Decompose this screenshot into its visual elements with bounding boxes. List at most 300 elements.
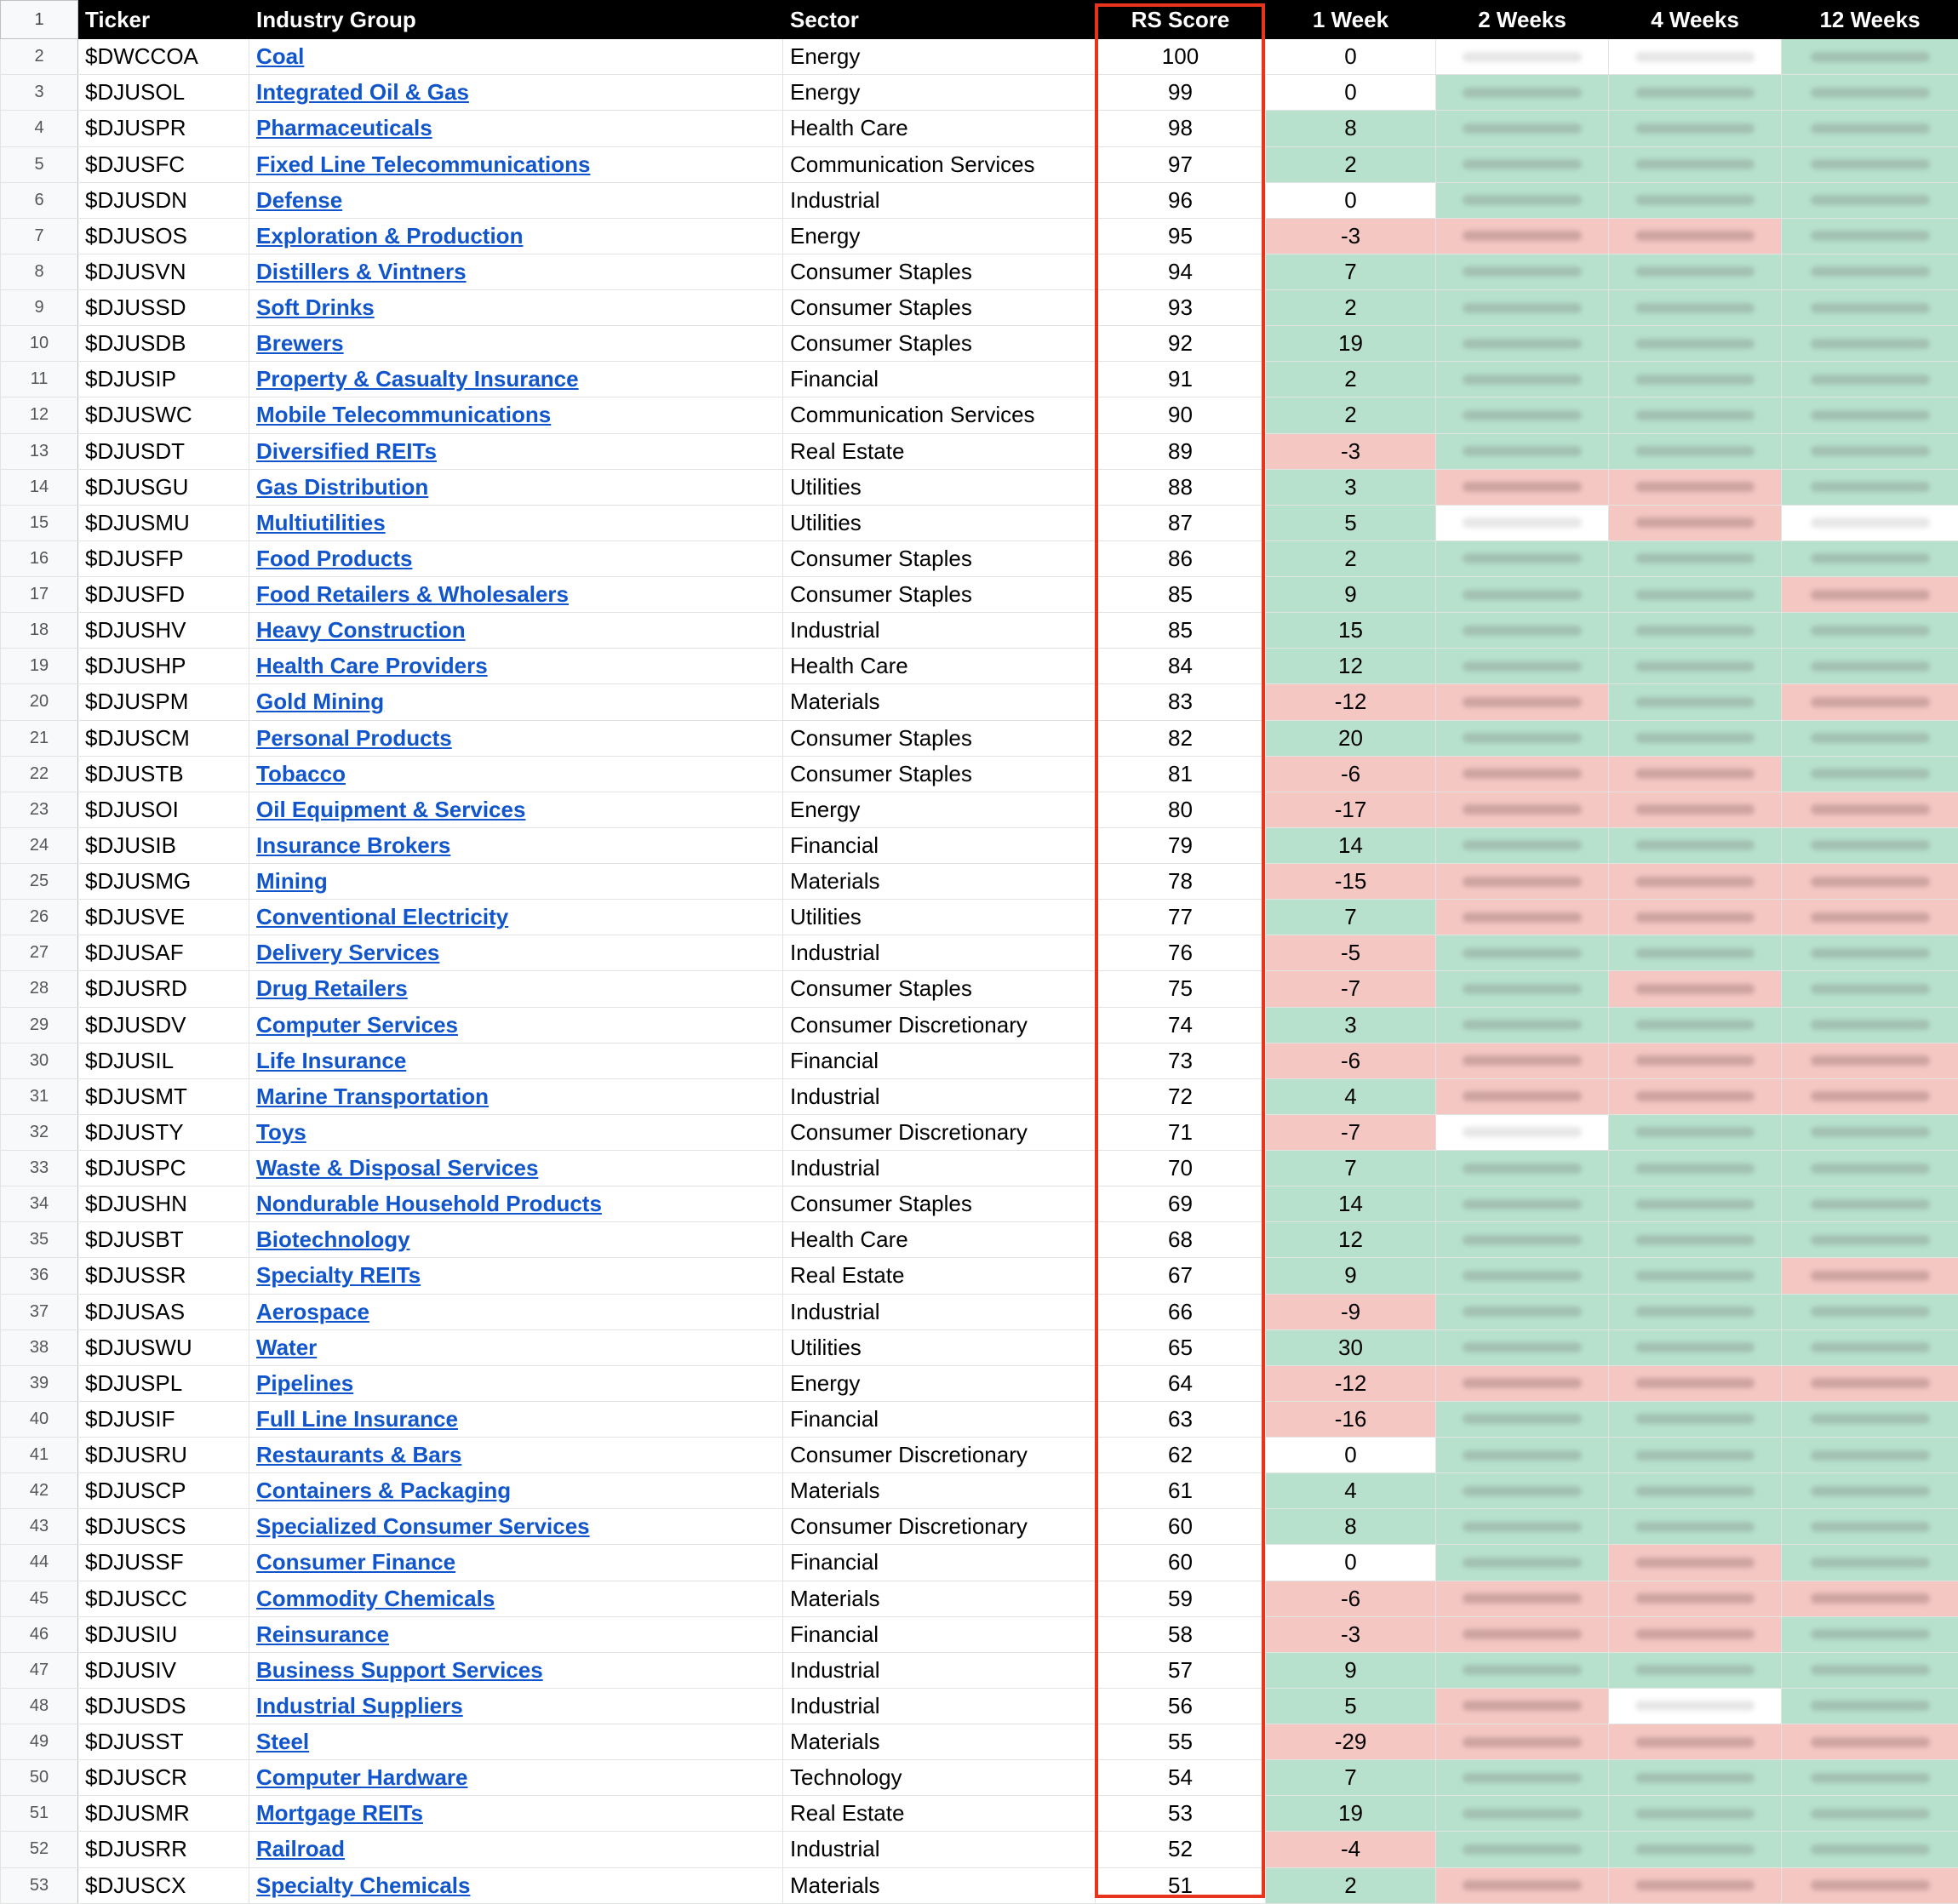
- rs-score-cell[interactable]: 81: [1096, 756, 1266, 792]
- week-1-change-cell[interactable]: 2: [1266, 290, 1436, 326]
- industry-group-link[interactable]: Conventional Electricity: [256, 904, 509, 930]
- industry-group-cell[interactable]: [249, 362, 783, 397]
- rs-score-cell[interactable]: 99: [1096, 75, 1266, 111]
- ticker-cell[interactable]: $DJUSBT: [78, 1222, 249, 1258]
- weeks-2-change-cell-redacted[interactable]: [1436, 1545, 1609, 1581]
- rs-score-cell[interactable]: 59: [1096, 1581, 1266, 1616]
- industry-group-cell[interactable]: [249, 1114, 783, 1150]
- weeks-4-change-cell-redacted[interactable]: [1609, 1186, 1782, 1222]
- industry-group-cell[interactable]: [249, 1007, 783, 1043]
- week-1-change-cell[interactable]: 3: [1266, 1007, 1436, 1043]
- rs-score-cell[interactable]: 54: [1096, 1760, 1266, 1796]
- ticker-cell[interactable]: $DJUSSF: [78, 1545, 249, 1581]
- rs-score-cell[interactable]: 86: [1096, 540, 1266, 576]
- rs-score-cell[interactable]: 72: [1096, 1078, 1266, 1114]
- ticker-cell[interactable]: $DJUSHP: [78, 649, 249, 684]
- row-number[interactable]: 44: [1, 1545, 78, 1581]
- week-1-change-cell[interactable]: 0: [1266, 1438, 1436, 1473]
- ticker-cell[interactable]: $DJUSIB: [78, 827, 249, 863]
- ticker-cell[interactable]: $DJUSCS: [78, 1509, 249, 1545]
- industry-group-cell[interactable]: [249, 1043, 783, 1078]
- weeks-2-change-cell-redacted[interactable]: [1436, 1616, 1609, 1652]
- ticker-cell[interactable]: $DJUSAF: [78, 935, 249, 971]
- weeks-4-change-cell-redacted[interactable]: [1609, 254, 1782, 289]
- weeks-2-change-cell-redacted[interactable]: [1436, 1724, 1609, 1760]
- weeks-12-change-cell-redacted[interactable]: [1782, 1329, 1958, 1365]
- weeks-2-change-cell-redacted[interactable]: [1436, 75, 1609, 111]
- sector-cell[interactable]: Industrial: [783, 1294, 1096, 1329]
- weeks-12-change-cell-redacted[interactable]: [1782, 146, 1958, 182]
- weeks-4-change-cell-redacted[interactable]: [1609, 290, 1782, 326]
- week-1-change-cell[interactable]: 8: [1266, 111, 1436, 146]
- ticker-cell[interactable]: $DJUSCC: [78, 1581, 249, 1616]
- industry-group-link[interactable]: Marine Transportation: [256, 1083, 490, 1109]
- week-1-change-cell[interactable]: -6: [1266, 756, 1436, 792]
- sector-cell[interactable]: Industrial: [783, 1832, 1096, 1867]
- ticker-cell[interactable]: $DJUSSD: [78, 290, 249, 326]
- rs-score-cell[interactable]: 82: [1096, 720, 1266, 756]
- industry-group-link[interactable]: Business Support Services: [256, 1656, 543, 1683]
- industry-group-cell[interactable]: [249, 1796, 783, 1832]
- weeks-12-change-cell-redacted[interactable]: [1782, 577, 1958, 613]
- industry-group-link[interactable]: Biotechnology: [256, 1226, 410, 1253]
- weeks-12-change-cell-redacted[interactable]: [1782, 433, 1958, 469]
- rs-score-cell[interactable]: 87: [1096, 505, 1266, 540]
- weeks-2-change-cell-redacted[interactable]: [1436, 362, 1609, 397]
- industry-group-link[interactable]: Computer Hardware: [256, 1764, 468, 1791]
- industry-group-cell[interactable]: [249, 1151, 783, 1186]
- ticker-cell[interactable]: $DJUSAS: [78, 1294, 249, 1329]
- sector-cell[interactable]: Health Care: [783, 649, 1096, 684]
- column-header-2-weeks[interactable]: 2 Weeks: [1436, 1, 1609, 39]
- industry-group-link[interactable]: Reinsurance: [256, 1621, 390, 1647]
- sector-cell[interactable]: Industrial: [783, 613, 1096, 649]
- week-1-change-cell[interactable]: -12: [1266, 1365, 1436, 1401]
- weeks-4-change-cell-redacted[interactable]: [1609, 792, 1782, 827]
- weeks-4-change-cell-redacted[interactable]: [1609, 649, 1782, 684]
- industry-group-link[interactable]: Commodity Chemicals: [256, 1585, 495, 1611]
- ticker-cell[interactable]: $DJUSPR: [78, 111, 249, 146]
- weeks-4-change-cell-redacted[interactable]: [1609, 720, 1782, 756]
- sector-cell[interactable]: Real Estate: [783, 433, 1096, 469]
- weeks-4-change-cell-redacted[interactable]: [1609, 1329, 1782, 1365]
- rs-score-cell[interactable]: 57: [1096, 1652, 1266, 1688]
- ticker-cell[interactable]: $DJUSHN: [78, 1186, 249, 1222]
- ticker-cell[interactable]: $DJUSIV: [78, 1652, 249, 1688]
- weeks-12-change-cell-redacted[interactable]: [1782, 1151, 1958, 1186]
- weeks-2-change-cell-redacted[interactable]: [1436, 864, 1609, 900]
- row-number[interactable]: 34: [1, 1186, 78, 1222]
- ticker-cell[interactable]: $DJUSWC: [78, 397, 249, 433]
- industry-group-link[interactable]: Distillers & Vintners: [256, 258, 467, 284]
- row-number[interactable]: 27: [1, 935, 78, 971]
- industry-group-link[interactable]: Heavy Construction: [256, 617, 466, 643]
- week-1-change-cell[interactable]: -6: [1266, 1043, 1436, 1078]
- sector-cell[interactable]: Materials: [783, 864, 1096, 900]
- weeks-4-change-cell-redacted[interactable]: [1609, 505, 1782, 540]
- week-1-change-cell[interactable]: -3: [1266, 218, 1436, 254]
- weeks-4-change-cell-redacted[interactable]: [1609, 577, 1782, 613]
- weeks-4-change-cell-redacted[interactable]: [1609, 1294, 1782, 1329]
- weeks-2-change-cell-redacted[interactable]: [1436, 218, 1609, 254]
- industry-group-link[interactable]: Containers & Packaging: [256, 1478, 512, 1504]
- rs-score-cell[interactable]: 51: [1096, 1867, 1266, 1903]
- ticker-cell[interactable]: $DWCCOA: [78, 39, 249, 75]
- rs-score-cell[interactable]: 93: [1096, 290, 1266, 326]
- industry-group-link[interactable]: Gold Mining: [256, 689, 385, 715]
- weeks-4-change-cell-redacted[interactable]: [1609, 1401, 1782, 1437]
- rs-score-cell[interactable]: 60: [1096, 1545, 1266, 1581]
- industry-group-cell[interactable]: [249, 756, 783, 792]
- industry-group-link[interactable]: Personal Products: [256, 724, 452, 751]
- weeks-12-change-cell-redacted[interactable]: [1782, 1832, 1958, 1867]
- industry-group-link[interactable]: Property & Casualty Insurance: [256, 366, 579, 392]
- industry-group-link[interactable]: Mortgage REITs: [256, 1800, 423, 1827]
- row-number[interactable]: 31: [1, 1078, 78, 1114]
- week-1-change-cell[interactable]: 12: [1266, 1222, 1436, 1258]
- ticker-cell[interactable]: $DJUSHV: [78, 613, 249, 649]
- weeks-12-change-cell-redacted[interactable]: [1782, 39, 1958, 75]
- industry-group-cell[interactable]: [249, 1688, 783, 1724]
- rs-score-cell[interactable]: 100: [1096, 39, 1266, 75]
- weeks-4-change-cell-redacted[interactable]: [1609, 1473, 1782, 1509]
- sector-cell[interactable]: Consumer Discretionary: [783, 1114, 1096, 1150]
- rs-score-cell[interactable]: 66: [1096, 1294, 1266, 1329]
- weeks-12-change-cell-redacted[interactable]: [1782, 792, 1958, 827]
- column-header-ticker[interactable]: Ticker: [78, 1, 249, 39]
- week-1-change-cell[interactable]: -4: [1266, 1832, 1436, 1867]
- sector-cell[interactable]: Energy: [783, 792, 1096, 827]
- row-number[interactable]: 52: [1, 1832, 78, 1867]
- sector-cell[interactable]: Energy: [783, 75, 1096, 111]
- week-1-change-cell[interactable]: -17: [1266, 792, 1436, 827]
- weeks-12-change-cell-redacted[interactable]: [1782, 900, 1958, 935]
- weeks-2-change-cell-redacted[interactable]: [1436, 1078, 1609, 1114]
- weeks-12-change-cell-redacted[interactable]: [1782, 1258, 1958, 1294]
- sector-cell[interactable]: Financial: [783, 1616, 1096, 1652]
- weeks-2-change-cell-redacted[interactable]: [1436, 326, 1609, 362]
- week-1-change-cell[interactable]: 4: [1266, 1473, 1436, 1509]
- weeks-12-change-cell-redacted[interactable]: [1782, 684, 1958, 720]
- industry-group-cell[interactable]: [249, 1760, 783, 1796]
- weeks-2-change-cell-redacted[interactable]: [1436, 111, 1609, 146]
- sector-cell[interactable]: Consumer Discretionary: [783, 1007, 1096, 1043]
- rs-score-cell[interactable]: 90: [1096, 397, 1266, 433]
- weeks-2-change-cell-redacted[interactable]: [1436, 1688, 1609, 1724]
- sector-cell[interactable]: Industrial: [783, 1078, 1096, 1114]
- row-number[interactable]: 5: [1, 146, 78, 182]
- column-header-1-week[interactable]: 1 Week: [1266, 1, 1436, 39]
- row-number[interactable]: 41: [1, 1438, 78, 1473]
- ticker-cell[interactable]: $DJUSCR: [78, 1760, 249, 1796]
- industry-group-cell[interactable]: [249, 1509, 783, 1545]
- industry-group-link[interactable]: Gas Distribution: [256, 473, 429, 500]
- row-number[interactable]: 53: [1, 1867, 78, 1903]
- row-number[interactable]: 49: [1, 1724, 78, 1760]
- rs-score-cell[interactable]: 68: [1096, 1222, 1266, 1258]
- weeks-2-change-cell-redacted[interactable]: [1436, 182, 1609, 218]
- industry-group-link[interactable]: Specialized Consumer Services: [256, 1513, 590, 1540]
- rs-score-cell[interactable]: 62: [1096, 1438, 1266, 1473]
- industry-group-link[interactable]: Nondurable Household Products: [256, 1191, 602, 1217]
- industry-group-link[interactable]: Specialty Chemicals: [256, 1872, 471, 1898]
- ticker-cell[interactable]: $DJUSDN: [78, 182, 249, 218]
- industry-group-link[interactable]: Mining: [256, 868, 328, 895]
- industry-group-link[interactable]: Pipelines: [256, 1369, 354, 1396]
- industry-group-cell[interactable]: [249, 1078, 783, 1114]
- week-1-change-cell[interactable]: 5: [1266, 1688, 1436, 1724]
- industry-group-link[interactable]: Restaurants & Bars: [256, 1442, 462, 1468]
- industry-group-link[interactable]: Industrial Suppliers: [256, 1692, 463, 1718]
- weeks-12-change-cell-redacted[interactable]: [1782, 1186, 1958, 1222]
- industry-group-link[interactable]: Fixed Line Telecommunications: [256, 151, 591, 177]
- week-1-change-cell[interactable]: 2: [1266, 1867, 1436, 1903]
- row-number[interactable]: 1: [1, 1, 78, 39]
- industry-group-cell[interactable]: [249, 935, 783, 971]
- weeks-2-change-cell-redacted[interactable]: [1436, 613, 1609, 649]
- sector-cell[interactable]: Consumer Staples: [783, 540, 1096, 576]
- weeks-12-change-cell-redacted[interactable]: [1782, 290, 1958, 326]
- weeks-2-change-cell-redacted[interactable]: [1436, 1186, 1609, 1222]
- ticker-cell[interactable]: $DJUSPM: [78, 684, 249, 720]
- weeks-2-change-cell-redacted[interactable]: [1436, 756, 1609, 792]
- ticker-cell[interactable]: $DJUSDS: [78, 1688, 249, 1724]
- weeks-12-change-cell-redacted[interactable]: [1782, 1616, 1958, 1652]
- weeks-4-change-cell-redacted[interactable]: [1609, 1438, 1782, 1473]
- sector-cell[interactable]: Materials: [783, 1473, 1096, 1509]
- industry-group-cell[interactable]: [249, 684, 783, 720]
- weeks-2-change-cell-redacted[interactable]: [1436, 1509, 1609, 1545]
- column-header-sector[interactable]: Sector: [783, 1, 1096, 39]
- weeks-12-change-cell-redacted[interactable]: [1782, 649, 1958, 684]
- row-number[interactable]: 2: [1, 39, 78, 75]
- industry-group-cell[interactable]: [249, 1438, 783, 1473]
- rs-score-cell[interactable]: 98: [1096, 111, 1266, 146]
- industry-group-cell[interactable]: [249, 433, 783, 469]
- sector-cell[interactable]: Consumer Staples: [783, 1186, 1096, 1222]
- weeks-4-change-cell-redacted[interactable]: [1609, 111, 1782, 146]
- rs-score-cell[interactable]: 85: [1096, 613, 1266, 649]
- sector-cell[interactable]: Consumer Staples: [783, 720, 1096, 756]
- rs-score-cell[interactable]: 80: [1096, 792, 1266, 827]
- ticker-cell[interactable]: $DJUSMU: [78, 505, 249, 540]
- weeks-2-change-cell-redacted[interactable]: [1436, 397, 1609, 433]
- week-1-change-cell[interactable]: 5: [1266, 505, 1436, 540]
- week-1-change-cell[interactable]: -15: [1266, 864, 1436, 900]
- weeks-2-change-cell-redacted[interactable]: [1436, 1796, 1609, 1832]
- week-1-change-cell[interactable]: 2: [1266, 146, 1436, 182]
- column-header-12-weeks[interactable]: 12 Weeks: [1782, 1, 1958, 39]
- rs-score-cell[interactable]: 94: [1096, 254, 1266, 289]
- weeks-4-change-cell-redacted[interactable]: [1609, 1151, 1782, 1186]
- ticker-cell[interactable]: $DJUSOL: [78, 75, 249, 111]
- industry-group-cell[interactable]: [249, 146, 783, 182]
- weeks-12-change-cell-redacted[interactable]: [1782, 756, 1958, 792]
- weeks-12-change-cell-redacted[interactable]: [1782, 720, 1958, 756]
- industry-group-link[interactable]: Exploration & Production: [256, 222, 524, 249]
- weeks-2-change-cell-redacted[interactable]: [1436, 1329, 1609, 1365]
- ticker-cell[interactable]: $DJUSTB: [78, 756, 249, 792]
- ticker-cell[interactable]: $DJUSCX: [78, 1867, 249, 1903]
- row-number[interactable]: 8: [1, 254, 78, 289]
- week-1-change-cell[interactable]: -6: [1266, 1581, 1436, 1616]
- row-number[interactable]: 33: [1, 1151, 78, 1186]
- weeks-4-change-cell-redacted[interactable]: [1609, 1545, 1782, 1581]
- ticker-cell[interactable]: $DJUSMT: [78, 1078, 249, 1114]
- week-1-change-cell[interactable]: -3: [1266, 433, 1436, 469]
- industry-group-cell[interactable]: [249, 326, 783, 362]
- row-number[interactable]: 23: [1, 792, 78, 827]
- weeks-2-change-cell-redacted[interactable]: [1436, 1581, 1609, 1616]
- rs-score-cell[interactable]: 61: [1096, 1473, 1266, 1509]
- weeks-2-change-cell-redacted[interactable]: [1436, 1007, 1609, 1043]
- ticker-cell[interactable]: $DJUSPC: [78, 1151, 249, 1186]
- weeks-4-change-cell-redacted[interactable]: [1609, 397, 1782, 433]
- row-number[interactable]: 40: [1, 1401, 78, 1437]
- industry-group-link[interactable]: Steel: [256, 1729, 310, 1755]
- week-1-change-cell[interactable]: -7: [1266, 1114, 1436, 1150]
- sector-cell[interactable]: Materials: [783, 1581, 1096, 1616]
- ticker-cell[interactable]: $DJUSSR: [78, 1258, 249, 1294]
- row-number[interactable]: 38: [1, 1329, 78, 1365]
- weeks-2-change-cell-redacted[interactable]: [1436, 649, 1609, 684]
- weeks-2-change-cell-redacted[interactable]: [1436, 971, 1609, 1007]
- rs-score-cell[interactable]: 91: [1096, 362, 1266, 397]
- industry-group-cell[interactable]: [249, 577, 783, 613]
- industry-group-cell[interactable]: [249, 39, 783, 75]
- industry-group-link[interactable]: Aerospace: [256, 1298, 369, 1324]
- ticker-cell[interactable]: $DJUSVN: [78, 254, 249, 289]
- weeks-2-change-cell-redacted[interactable]: [1436, 1652, 1609, 1688]
- sector-cell[interactable]: Utilities: [783, 900, 1096, 935]
- weeks-2-change-cell-redacted[interactable]: [1436, 1258, 1609, 1294]
- industry-group-link[interactable]: Consumer Finance: [256, 1549, 456, 1575]
- sector-cell[interactable]: Consumer Staples: [783, 290, 1096, 326]
- weeks-12-change-cell-redacted[interactable]: [1782, 1401, 1958, 1437]
- rs-score-cell[interactable]: 88: [1096, 469, 1266, 505]
- industry-group-link[interactable]: Diversified REITs: [256, 437, 437, 464]
- industry-group-link[interactable]: Tobacco: [256, 760, 346, 786]
- ticker-cell[interactable]: $DJUSOI: [78, 792, 249, 827]
- weeks-2-change-cell-redacted[interactable]: [1436, 900, 1609, 935]
- row-number[interactable]: 36: [1, 1258, 78, 1294]
- week-1-change-cell[interactable]: 0: [1266, 1545, 1436, 1581]
- weeks-12-change-cell-redacted[interactable]: [1782, 218, 1958, 254]
- rs-score-cell[interactable]: 55: [1096, 1724, 1266, 1760]
- row-number[interactable]: 13: [1, 433, 78, 469]
- week-1-change-cell[interactable]: -12: [1266, 684, 1436, 720]
- weeks-12-change-cell-redacted[interactable]: [1782, 1473, 1958, 1509]
- week-1-change-cell[interactable]: 7: [1266, 1760, 1436, 1796]
- weeks-2-change-cell-redacted[interactable]: [1436, 827, 1609, 863]
- week-1-change-cell[interactable]: 9: [1266, 577, 1436, 613]
- weeks-12-change-cell-redacted[interactable]: [1782, 1294, 1958, 1329]
- ticker-cell[interactable]: $DJUSRU: [78, 1438, 249, 1473]
- weeks-12-change-cell-redacted[interactable]: [1782, 1078, 1958, 1114]
- sector-cell[interactable]: Financial: [783, 1401, 1096, 1437]
- week-1-change-cell[interactable]: 2: [1266, 540, 1436, 576]
- week-1-change-cell[interactable]: 30: [1266, 1329, 1436, 1365]
- week-1-change-cell[interactable]: 4: [1266, 1078, 1436, 1114]
- rs-score-cell[interactable]: 65: [1096, 1329, 1266, 1365]
- weeks-4-change-cell-redacted[interactable]: [1609, 971, 1782, 1007]
- sector-cell[interactable]: Consumer Staples: [783, 971, 1096, 1007]
- industry-group-link[interactable]: Drug Retailers: [256, 975, 408, 1002]
- rs-score-cell[interactable]: 92: [1096, 326, 1266, 362]
- week-1-change-cell[interactable]: 7: [1266, 254, 1436, 289]
- weeks-4-change-cell-redacted[interactable]: [1609, 827, 1782, 863]
- weeks-4-change-cell-redacted[interactable]: [1609, 900, 1782, 935]
- ticker-cell[interactable]: $DJUSMR: [78, 1796, 249, 1832]
- weeks-2-change-cell-redacted[interactable]: [1436, 290, 1609, 326]
- weeks-12-change-cell-redacted[interactable]: [1782, 1438, 1958, 1473]
- industry-group-cell[interactable]: [249, 900, 783, 935]
- weeks-4-change-cell-redacted[interactable]: [1609, 1688, 1782, 1724]
- industry-group-cell[interactable]: [249, 1473, 783, 1509]
- weeks-2-change-cell-redacted[interactable]: [1436, 1832, 1609, 1867]
- weeks-4-change-cell-redacted[interactable]: [1609, 362, 1782, 397]
- rs-score-cell[interactable]: 58: [1096, 1616, 1266, 1652]
- weeks-12-change-cell-redacted[interactable]: [1782, 1222, 1958, 1258]
- weeks-2-change-cell-redacted[interactable]: [1436, 469, 1609, 505]
- row-number[interactable]: 6: [1, 182, 78, 218]
- industry-group-link[interactable]: Mobile Telecommunications: [256, 402, 552, 428]
- weeks-12-change-cell-redacted[interactable]: [1782, 1545, 1958, 1581]
- industry-group-cell[interactable]: [249, 1581, 783, 1616]
- industry-group-cell[interactable]: [249, 182, 783, 218]
- weeks-12-change-cell-redacted[interactable]: [1782, 540, 1958, 576]
- week-1-change-cell[interactable]: -7: [1266, 971, 1436, 1007]
- industry-group-cell[interactable]: [249, 218, 783, 254]
- week-1-change-cell[interactable]: 2: [1266, 362, 1436, 397]
- weeks-12-change-cell-redacted[interactable]: [1782, 1007, 1958, 1043]
- weeks-2-change-cell-redacted[interactable]: [1436, 1867, 1609, 1903]
- industry-group-link[interactable]: Coal: [256, 43, 305, 70]
- weeks-4-change-cell-redacted[interactable]: [1609, 684, 1782, 720]
- weeks-12-change-cell-redacted[interactable]: [1782, 1509, 1958, 1545]
- week-1-change-cell[interactable]: 7: [1266, 900, 1436, 935]
- sector-cell[interactable]: Technology: [783, 1760, 1096, 1796]
- industry-group-cell[interactable]: [249, 1867, 783, 1903]
- weeks-12-change-cell-redacted[interactable]: [1782, 935, 1958, 971]
- weeks-4-change-cell-redacted[interactable]: [1609, 756, 1782, 792]
- industry-group-link[interactable]: Defense: [256, 186, 343, 213]
- weeks-4-change-cell-redacted[interactable]: [1609, 1652, 1782, 1688]
- row-number[interactable]: 4: [1, 111, 78, 146]
- ticker-cell[interactable]: $DJUSMG: [78, 864, 249, 900]
- weeks-12-change-cell-redacted[interactable]: [1782, 1796, 1958, 1832]
- industry-group-link[interactable]: Pharmaceuticals: [256, 115, 432, 141]
- industry-group-link[interactable]: Delivery Services: [256, 940, 440, 966]
- industry-group-cell[interactable]: [249, 1186, 783, 1222]
- rs-score-cell[interactable]: 78: [1096, 864, 1266, 900]
- weeks-4-change-cell-redacted[interactable]: [1609, 613, 1782, 649]
- industry-group-cell[interactable]: [249, 1616, 783, 1652]
- row-number[interactable]: 26: [1, 900, 78, 935]
- industry-group-link[interactable]: Life Insurance: [256, 1047, 407, 1073]
- rs-score-cell[interactable]: 79: [1096, 827, 1266, 863]
- sector-cell[interactable]: Materials: [783, 1724, 1096, 1760]
- weeks-12-change-cell-redacted[interactable]: [1782, 362, 1958, 397]
- industry-group-cell[interactable]: [249, 111, 783, 146]
- ticker-cell[interactable]: $DJUSST: [78, 1724, 249, 1760]
- week-1-change-cell[interactable]: 0: [1266, 75, 1436, 111]
- industry-group-link[interactable]: Brewers: [256, 330, 344, 357]
- industry-group-cell[interactable]: [249, 1401, 783, 1437]
- weeks-2-change-cell-redacted[interactable]: [1436, 577, 1609, 613]
- weeks-12-change-cell-redacted[interactable]: [1782, 1867, 1958, 1903]
- industry-group-cell[interactable]: [249, 613, 783, 649]
